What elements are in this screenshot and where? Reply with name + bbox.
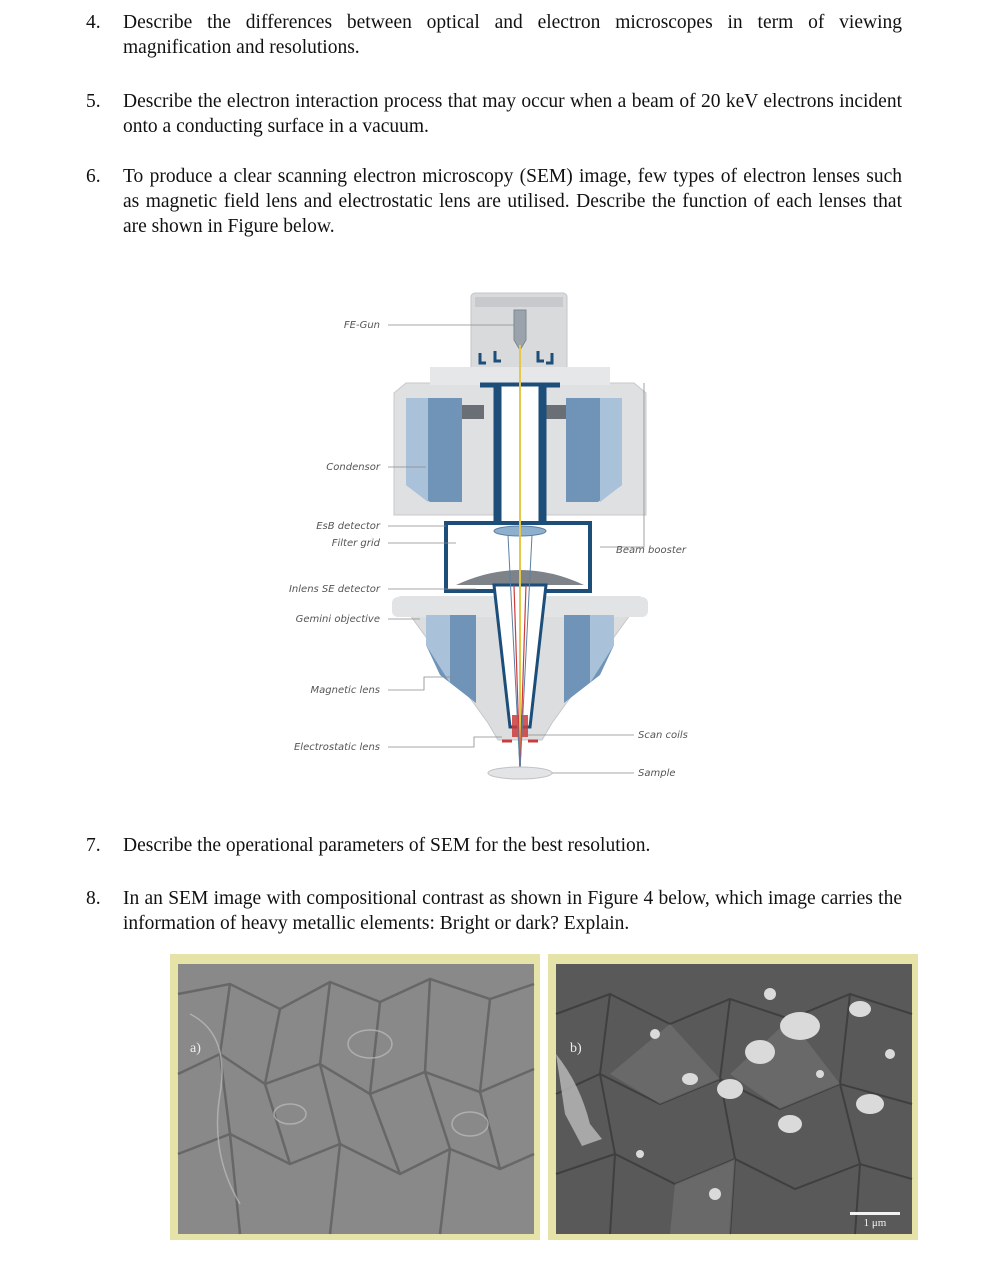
- question-number: 8.: [86, 888, 101, 909]
- question-7: [86, 833, 902, 858]
- label-sample: Sample: [638, 768, 676, 779]
- label-gemini-objective: Gemini objective: [295, 614, 380, 625]
- label-magnetic-lens: Magnetic lens: [310, 685, 380, 696]
- micrograph-a: [170, 954, 540, 1240]
- scale-bar: [850, 1212, 900, 1215]
- question-number: 7.: [86, 835, 101, 856]
- sem-column-diagram: [280, 285, 700, 795]
- question-number: 6.: [86, 166, 101, 187]
- panel-b-label: b): [570, 1041, 582, 1056]
- question-text: Describe the differences between optical and electron microscopes in term of viewing magnification and resolutions.: [123, 12, 902, 58]
- question-text: Describe the electron interaction process that may occur when a beam of 20 keV electrons incident onto a conducting surface in a vacuum.: [123, 91, 902, 137]
- question-4: [86, 10, 902, 60]
- figure-4-micrographs: [170, 954, 918, 1240]
- label-esb-detector: EsB detector: [316, 521, 380, 532]
- label-inlens-se-detector: Inlens SE detector: [288, 584, 380, 595]
- micrograph-b: [548, 954, 918, 1240]
- panel-a-label: a): [190, 1041, 201, 1056]
- scale-bar-label: 1 μm: [863, 1217, 887, 1229]
- question-text: To produce a clear scanning electron microscopy (SEM) image, few types of electron lenses such as magnetic field lens and electrostatic lens are utilised. Describe the function of each lenses that are shown in Figure below.: [123, 166, 902, 237]
- label-condensor: Condensor: [326, 462, 380, 473]
- question-number: 5.: [86, 91, 101, 112]
- question-5: [86, 89, 902, 139]
- sample-stage: [488, 767, 552, 779]
- question-text: In an SEM image with compositional contrast as shown in Figure 4 below, which image carries the information of heavy metallic elements: Bright or dark? Explain.: [123, 888, 902, 934]
- label-fe-gun: FE-Gun: [343, 320, 380, 331]
- question-text: Describe the operational parameters of SEM for the best resolution.: [123, 835, 651, 856]
- label-filter-grid: Filter grid: [331, 538, 380, 549]
- label-scan-coils: Scan coils: [638, 730, 688, 741]
- question-6: [86, 164, 902, 239]
- label-beam-booster: Beam booster: [616, 545, 687, 556]
- label-electrostatic-lens: Electrostatic lens: [293, 742, 380, 753]
- question-number: 4.: [86, 12, 101, 33]
- question-8: [86, 886, 902, 936]
